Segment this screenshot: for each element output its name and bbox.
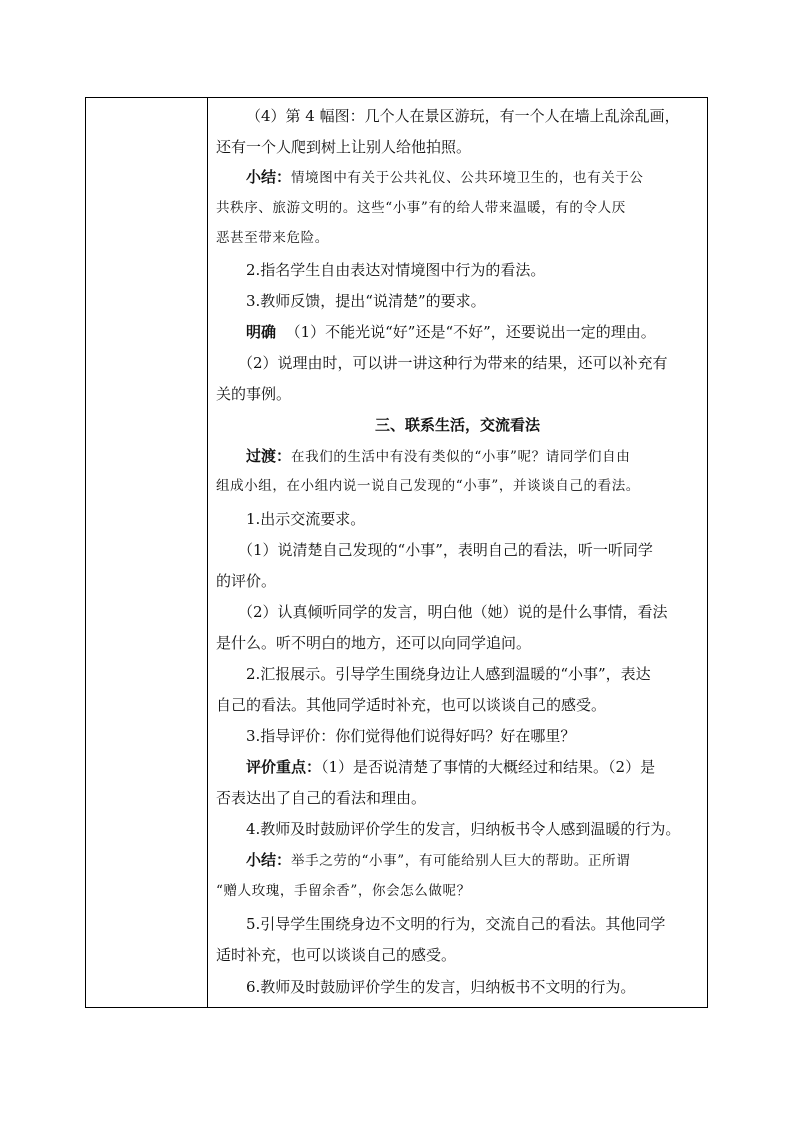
text-line: 1.出示交流要求。 (246, 510, 366, 528)
text-line: 3.指导评价：你们觉得他们说得好吗？好在哪里？ (246, 727, 576, 745)
text-line: 恶甚至带来危险。 (216, 230, 329, 246)
clarify-text: （1）不能光说“好”还是“不好”，还要说出一定的理由。 (285, 323, 656, 341)
text-line: 3.教师反馈，提出“说清楚”的要求。 (246, 292, 486, 310)
summary-label: 小结： (246, 168, 292, 186)
clarify-line (216, 317, 699, 348)
text-line: （2）认真倾听同学的发言，明白他（她）说的是什么事情，看法 (238, 603, 668, 621)
text-line: 适时补充，也可以谈谈自己的感受。 (216, 946, 457, 964)
clarify-label: 明确 (246, 323, 277, 341)
text-line: 自己的看法。其他同学适时补充，也可以谈谈自己的感受。 (216, 696, 607, 714)
text-line: 的评价。 (216, 572, 277, 590)
summary-line (216, 845, 699, 876)
text-line: 5.引导学生围绕身边不文明的行为，交流自己的看法。其他同学 (246, 915, 666, 933)
text-line: 2.指名学生自由表达对情境图中行为的看法。 (246, 261, 546, 279)
evaluation-label: 评价重点： (246, 758, 322, 776)
summary-label: 小结： (246, 851, 292, 869)
right-column-cell (208, 98, 707, 1007)
text-line: （4）第 4 幅图：几个人在景区游玩，有一个人在墙上乱涂乱画， (246, 107, 680, 125)
text-line: （2）说理由时，可以讲一讲这种行为带来的结果，还可以补充有 (238, 354, 668, 372)
text-line: 关的事例。 (216, 385, 292, 403)
evaluation-line (216, 752, 699, 783)
summary-text: 举手之劳的“小事”，有可能给别人巨大的帮助。正所谓 (291, 853, 631, 869)
left-column-cell (86, 98, 208, 1007)
transition-label: 过渡： (246, 447, 292, 465)
summary-line (216, 162, 699, 193)
lesson-table (85, 97, 708, 1008)
text-line: 是什么。听不明白的地方，还可以向同学追问。 (216, 634, 532, 652)
text-line: 否表达出了自己的看法和理由。 (216, 789, 427, 807)
text-line: 还有一个人爬到树上让别人给他拍照。 (216, 138, 472, 156)
text-line: 共秩序、旅游文明的。这些“小事”有的给人带来温暖，有的令人厌 (216, 200, 626, 216)
text-line: 4.教师及时鼓励评价学生的发言，归纳板书令人感到温暖的行为。 (246, 820, 681, 838)
text-line: 组成小组，在小组内说一说自己发现的“小事”，并谈谈自己的看法。 (216, 478, 640, 494)
text-line: （1）说清楚自己发现的“小事”，表明自己的看法，听一听同学 (238, 541, 653, 559)
text-line: 6.教师及时鼓励评价学生的发言，归纳板书不文明的行为。 (246, 978, 636, 996)
text-line: 2.汇报展示。引导学生围绕身边让人感到温暖的“小事”，表达 (246, 665, 651, 683)
section-heading: 三、联系生活，交流看法 (374, 416, 540, 434)
evaluation-text: （1）是否说清楚了事情的大概经过和结果。（2）是 (321, 758, 656, 776)
transition-line (216, 441, 699, 472)
summary-text: 情境图中有关于公共礼仪、公共环境卫生的，也有关于公 (291, 170, 644, 186)
transition-text: 在我们的生活中有没有类似的“小事”呢？请同学们自由 (291, 449, 631, 465)
text-line: “赠人玫瑰，手留余香”，你会怎么做呢？ (216, 883, 471, 899)
